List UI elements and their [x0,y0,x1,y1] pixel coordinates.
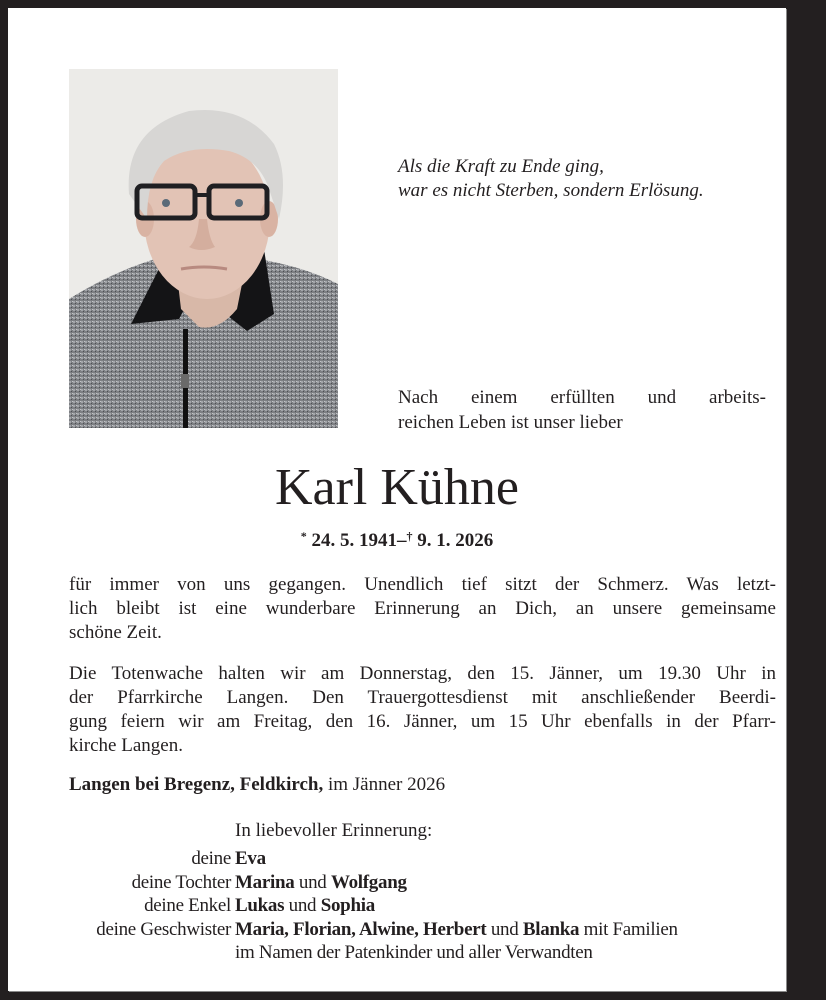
family-member-name: Maria, Florian, Alwine, Herbert [235,918,487,940]
place-name: Langen bei Bregenz, Feldkirch, [69,774,324,795]
family-row [8,941,786,965]
family-names [235,918,678,942]
family-names [235,871,407,895]
family-row [8,918,786,942]
family-row [8,871,786,895]
family-relation: deine Tochter [131,871,231,893]
portrait-photo [69,69,338,428]
intro-line: Nach einem erfüllten und arbeits- [398,387,766,408]
text-line: lich bleibt ist eine wunderbare Erinnerung an Dich, an unsere gemeinsame [69,598,776,619]
death-symbol: † [406,529,413,543]
family-names [235,941,593,965]
family-row [8,847,786,871]
family-relation: deine Geschwister [96,918,231,940]
birth-date: 24. 5. 1941 [311,530,397,551]
family-list [8,847,786,965]
month-year: im Jänner 2026 [323,774,446,795]
portrait-illustration [69,69,338,428]
death-date: 9. 1. 2026 [417,530,494,551]
text-line: kirche Langen. [69,735,183,756]
family-member-name: Blanka [522,918,580,940]
text-line: Die Totenwache halten wir am Donnerstag, den 15. Jänner, um 19.30 Uhr in [69,663,776,684]
intro-line: reichen Leben ist unser lieber [398,412,623,433]
text-line: schöne Zeit. [69,622,162,643]
family-row [8,894,786,918]
deceased-name: Karl Kühne [274,459,520,516]
quote [398,155,704,203]
family-names [235,894,375,918]
family-member-name: Lukas [235,895,285,916]
paragraph-farewell [69,573,776,645]
family-member-name: Sophia [320,895,375,916]
family-relation: deine [191,848,231,869]
family-connector-text: mit Familien [579,918,678,940]
family-connector-text: und [294,871,331,893]
family-names [235,847,266,871]
family-member-name: Eva [235,848,266,869]
life-dates [8,524,786,553]
paragraph-funeral-details [69,662,776,758]
date-separator: – [397,530,407,551]
family-member-name: Marina [235,871,295,893]
intro-text [398,385,766,435]
memory-heading: In liebevoller Erinnerung: [235,820,433,841]
family-connector-text: im Namen der Patenkinder und aller Verwandten [235,942,593,963]
family-relation: deine Enkel [144,895,231,916]
text-line: gung feiern wir am Freitag, den 16. Jänner, um 15 Uhr ebenfalls in der Pfarr- [69,711,776,732]
birth-symbol: * [300,529,307,543]
family-connector-text: und [486,918,523,940]
obituary-card [8,8,786,991]
quote-line: war es nicht Sterben, sondern Erlösung. [398,180,704,201]
text-line: für immer von uns gegangen. Unendlich tief sitzt der Schmerz. Was letzt- [69,574,776,595]
family-connector-text: und [284,895,321,916]
quote-line: Als die Kraft zu Ende ging, [398,156,604,177]
family-member-name: Wolfgang [330,871,407,893]
place-and-date [69,773,445,797]
text-line: der Pfarrkirche Langen. Den Trauergottesdienst mit anschließender Beerdi- [69,687,776,708]
